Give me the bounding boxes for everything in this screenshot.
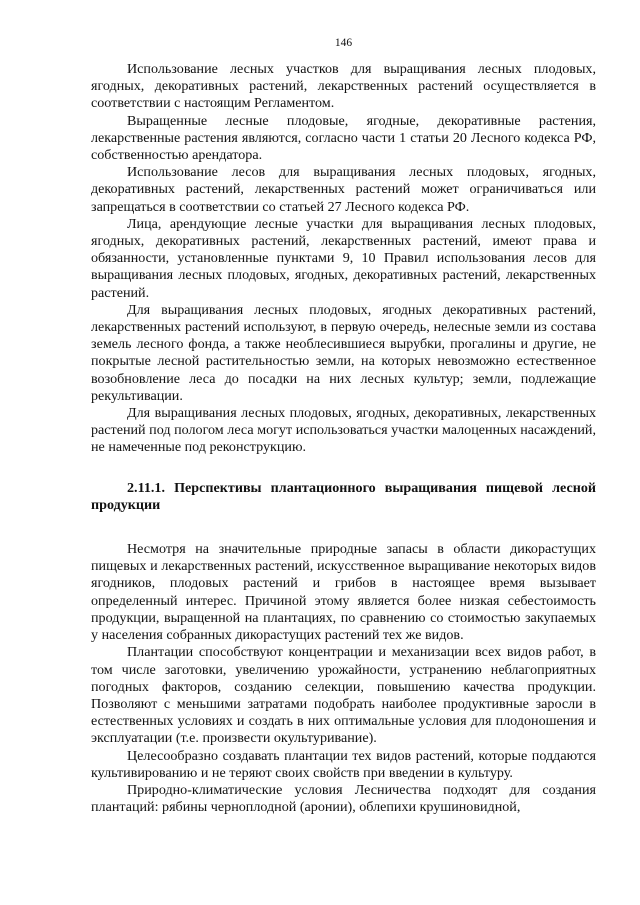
paragraph: Выращенные лесные плодовые, ягодные, декоративные растения, лекарственные растения являются, согласно части 1 статьи 20 Лесного кодекса РФ, собственностью арендатора. — [91, 112, 596, 164]
paragraph: Целесообразно создавать плантации тех видов растений, которые поддаются культивированию и не теряют своих свойств при введении в культуру. — [91, 747, 596, 781]
paragraph: Использование лесов для выращивания лесных плодовых, ягодных, декоративных растений, лекарственных растений может ограничиваться или запрещаться в соответствии со статьей 27 Лесного кодекса РФ. — [91, 164, 596, 215]
page-content — [91, 61, 596, 816]
paragraph: Плантации способствуют концентрации и механизации всех видов работ, в том числе заготовки, увеличению урожайности, устранению неблагоприятных погодных факторов, созданию селекции, повышению качества продукции. Позволяют с меньшими затратами подобрать наиболее продуктивные заросли в естественных условиях и создать в них оптимальные условия для плодоношения и эксплуатации (т.е. произвести окультуривание). — [91, 644, 596, 747]
paragraph: Для выращивания лесных плодовых, ягодных декоративных растений, лекарственных растений используют, в первую очередь, нелесные земли из состава земель лесного фонда, а также необлесившиеся вырубки, прогалины и другие, не покрытые лесной растительностью земли, на которых невозможно естественное возобновление леса до посадки на них лесных культур; земли, подлежащие рекультивации. — [91, 301, 596, 404]
document-page — [91, 0, 596, 905]
paragraph: Лица, арендующие лесные участки для выращивания лесных плодовых, ягодных, декоративных растений, лекарственных растений, имеют права и обязанности, установленные пунктами 9, 10 Правил использования лесов для выращивания лесных плодовых, ягодных, декоративных растений, лекарственных растений. — [91, 215, 596, 301]
paragraph: Использование лесных участков для выращивания лесных плодовых, ягодных, декоративных растений, лекарственных растений осуществляется в соответствии с настоящим Регламентом. — [91, 61, 596, 112]
page-number: 146 — [334, 37, 353, 49]
paragraph: Для выращивания лесных плодовых, ягодных, декоративных, лекарственных растений под пологом леса могут использоваться участки малоценных насаждений, не намеченные под реконструкцию. — [91, 405, 596, 456]
paragraph: Несмотря на значительные природные запасы в области дикорастущих пищевых и лекарственных растений, искусственное выращивание некоторых видов ягодников, плодовых растений и грибов в настоящее время вызывает определенный интерес. Причиной этому является более низкая себестоимость продукции, выращенной на плантациях, по сравнению со стоимостью закупаемых у населения собранных дикорастущих растений тех же видов. — [91, 541, 596, 644]
paragraph: Природно-климатические условия Лесничества подходят для создания плантаций: рябины черноплодной (аронии), облепихи крушиновидной, — [91, 781, 596, 816]
section-heading: 2.11.1. Перспективы плантационного выращивания пищевой лесной продукции — [91, 479, 596, 513]
